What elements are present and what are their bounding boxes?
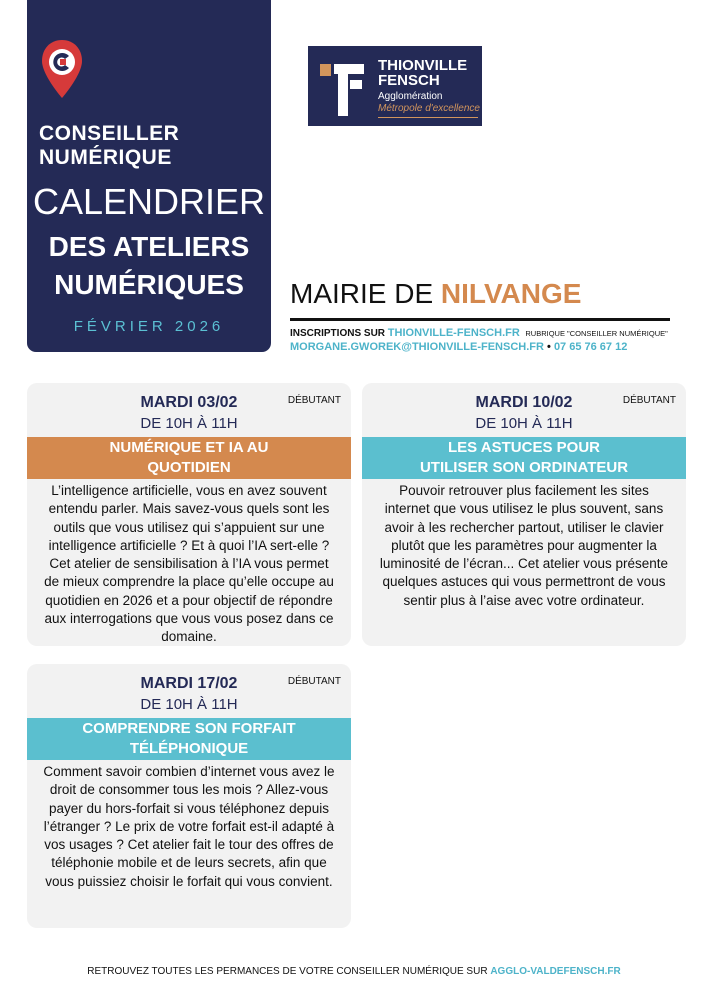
map-pin-logo-icon bbox=[39, 38, 85, 118]
workshop-description: L’intelligence artificielle, vous en avez souvent entendu parler. Mais savez-vous quels sont les outils que vous utilisez qui s’appuient sur une intelligence artificielle ? Et à quoi l’IA sert-elle ? Cet atelier de sensibilisation à l’IA vous permet de mieux comprendre la place qu’elle occupe au quotidien en 2026 et a pour objectif de répondre aux interrogations que vous vous posez dans ce domaine. bbox=[44, 483, 334, 645]
workshop-title-band bbox=[27, 718, 351, 760]
registration-rubrique: RUBRIQUE "CONSEILLER NUMÉRIQUE" bbox=[525, 329, 668, 338]
contact-separator: • bbox=[547, 341, 551, 353]
brand-line2: NUMÉRIQUE bbox=[39, 146, 172, 169]
location-prefix: MAIRIE DE bbox=[290, 278, 434, 309]
location-heading bbox=[290, 276, 581, 312]
workshop-level-badge: DÉBUTANT bbox=[287, 395, 341, 406]
registration-line bbox=[290, 327, 668, 340]
workshop-time: DE 10H À 11H bbox=[140, 696, 238, 713]
workshop-level-badge: DÉBUTANT bbox=[622, 395, 676, 406]
hero-subtitle-line1: DES ATELIERS bbox=[48, 231, 250, 262]
workshop-time: DE 10H À 11H bbox=[475, 415, 573, 432]
workshop-level-badge: DÉBUTANT bbox=[287, 676, 341, 687]
location-town: NILVANGE bbox=[440, 278, 582, 309]
partner-logo-line2: FENSCH bbox=[378, 72, 440, 89]
hero-title: CALENDRIER bbox=[32, 181, 266, 222]
workshop-time: DE 10H À 11H bbox=[140, 415, 238, 432]
registration-label: INSCRIPTIONS SUR bbox=[290, 328, 386, 339]
workshop-title-line1: NUMÉRIQUE ET IA AU bbox=[109, 439, 269, 456]
workshop-card bbox=[362, 383, 686, 646]
workshop-date: MARDI 10/02 bbox=[475, 394, 573, 411]
workshop-title-line2: UTILISER SON ORDINATEUR bbox=[419, 459, 629, 476]
partner-logo-mark-icon bbox=[320, 56, 366, 116]
workshop-title-band bbox=[27, 437, 351, 479]
brand-line1: CONSEILLER bbox=[39, 122, 180, 145]
registration-site-link[interactable]: THIONVILLE-FENSCH.FR bbox=[387, 327, 520, 339]
hero-month: FÉVRIER 2026 bbox=[73, 318, 225, 335]
footer bbox=[0, 966, 708, 977]
partner-logo-line3: Agglomération bbox=[378, 91, 443, 102]
partner-logo-line1: THIONVILLE bbox=[378, 57, 468, 74]
workshop-description: Comment savoir combien d’internet vous avez le droit de consommer tous les mois ? Allez-vous payer du hors-forfait si vous téléphonez depuis l’étranger ? Le prix de votre forfait est-il adapté à vos usages ? Cet atelier fait le tour des offres de téléphonie mobile et de leurs secrets, afin que vous puissiez choisir le forfait qui vous convient. bbox=[43, 764, 335, 889]
workshop-title-line2: TÉLÉPHONIQUE bbox=[129, 740, 249, 757]
hero-panel bbox=[27, 0, 271, 352]
partner-logo-line4: Métropole d'excellence bbox=[378, 103, 480, 114]
footer-link[interactable]: AGGLO-VALDEFENSCH.FR bbox=[490, 966, 621, 977]
workshop-title-line2: QUOTIDIEN bbox=[147, 459, 231, 476]
workshop-description: Pouvoir retrouver plus facilement les sites internet que vous utilisez le plus souvent, sans avoir à les rechercher partout, utiliser le clavier plutôt que les paramètres pour augmenter la luminosité de l’écran... Cet atelier vous présente quelques astuces qui vous permettront de vous sentir plus à l’aise avec votre ordinateur. bbox=[379, 483, 669, 608]
hero-subtitle-line2: NUMÉRIQUES bbox=[54, 269, 244, 300]
workshop-card bbox=[27, 664, 351, 928]
contact-phone[interactable]: 07 65 76 67 12 bbox=[553, 341, 628, 353]
workshop-card bbox=[27, 383, 351, 646]
partner-logo-underline bbox=[378, 117, 478, 118]
workshop-date: MARDI 03/02 bbox=[140, 394, 238, 411]
partner-logo bbox=[308, 46, 482, 126]
location-divider bbox=[290, 318, 670, 321]
contact-email-link[interactable]: MORGANE.GWOREK@THIONVILLE-FENSCH.FR bbox=[290, 341, 544, 353]
workshop-date: MARDI 17/02 bbox=[140, 675, 238, 692]
workshop-title-line1: LES ASTUCES POUR bbox=[448, 439, 600, 456]
footer-text: RETROUVEZ TOUTES LES PERMANCES DE VOTRE CONSEILLER NUMÉRIQUE SUR bbox=[87, 966, 488, 977]
workshop-title-line1: COMPRENDRE SON FORFAIT bbox=[82, 720, 296, 737]
contact-line bbox=[290, 341, 627, 354]
workshop-title-band bbox=[362, 437, 686, 479]
